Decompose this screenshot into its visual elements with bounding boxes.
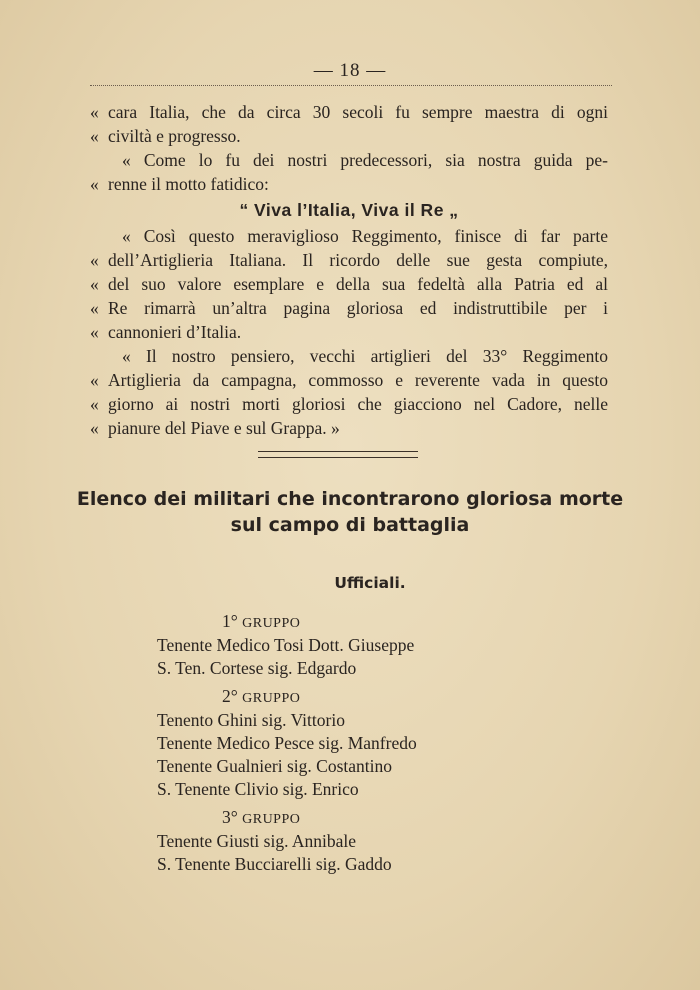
section-title [0, 486, 700, 538]
quote-mark: « [90, 298, 99, 318]
text-line [90, 392, 608, 416]
quote-mark: « [90, 174, 99, 194]
line-text: cara Italia, che da circa 30 secoli fu sempre maestra di ogni [108, 102, 608, 122]
line-text: Re rimarrà un’altra pagina gloriosa ed indistruttibile per i [108, 298, 608, 318]
quote-mark: « [90, 322, 99, 342]
section-title-line-2: sul campo di battaglia [230, 514, 470, 536]
quote-mark: « [90, 126, 99, 146]
roster-entry: Tenente Gualnieri sig. Costantino [157, 756, 392, 776]
category-heading: Ufficiali. [334, 574, 406, 592]
text-line [90, 296, 608, 320]
line-text: del suo valore esemplare e della sua fedeltà alla Patria ed al [108, 274, 608, 294]
group-list [0, 609, 700, 876]
roster-entry: S. Tenente Clivio sig. Enrico [157, 779, 359, 799]
quote-mark: « [90, 370, 99, 390]
text-line [90, 368, 608, 392]
line-text: cannonieri d’Italia. [108, 322, 242, 342]
text-line [90, 344, 608, 368]
line-text: pianure del Piave e sul Grappa. » [108, 418, 340, 438]
quote-mark: « [90, 394, 99, 414]
section-divider [258, 451, 418, 458]
quote-mark: « [90, 418, 99, 438]
line-text: « Come lo fu dei nostri predecessori, sia nostra guida pe- [122, 150, 608, 170]
line-text: civiltà e progresso. [108, 126, 241, 146]
quote-mark: « [90, 274, 99, 294]
text-line [90, 272, 608, 296]
text-line [90, 124, 608, 148]
motto: “ Viva l’Italia, Viva il Re „ [239, 200, 459, 220]
line-text: renne il motto fatidico: [108, 174, 269, 194]
group-heading [0, 609, 700, 634]
roster-entry: Tenento Ghini sig. Vittorio [157, 710, 345, 730]
roster-entry: Tenente Medico Tosi Dott. Giuseppe [157, 635, 415, 655]
roster-entry: Tenente Medico Pesce sig. Manfredo [157, 733, 417, 753]
text-line [90, 416, 608, 440]
group-number: 3° [222, 807, 243, 827]
letter-body [90, 100, 608, 440]
text-line [90, 172, 608, 196]
text-line [90, 248, 608, 272]
text-line [90, 148, 608, 172]
quote-mark: « [90, 102, 99, 122]
group-heading [0, 684, 700, 709]
roster-entry: S. Tenente Bucciarelli sig. Gaddo [157, 854, 392, 874]
roster-entry: Tenente Giusti sig. Annibale [157, 831, 357, 851]
roster-entry: S. Ten. Cortese sig. Edgardo [157, 658, 357, 678]
line-text: Artiglieria da campagna, commosso e reverente vada in questo [108, 370, 608, 390]
line-text: « Il nostro pensiero, vecchi artiglieri del 33° Reggimento [122, 346, 608, 366]
group-number: 1° [222, 611, 243, 631]
paragraph-block-2 [90, 224, 608, 440]
group-heading [0, 805, 700, 830]
section-title-line-1: Elenco dei militari che incontrarono gloriosa morte [76, 488, 624, 510]
text-line [90, 224, 608, 248]
page-number: — 18 — [313, 60, 387, 81]
group-number: 2° [222, 686, 243, 706]
header-dotted-rule [90, 85, 612, 86]
line-text: dell’Artiglieria Italiana. Il ricordo delle sue gesta compiute, [108, 250, 608, 270]
group-label: GRUPPO [242, 691, 301, 706]
group-label: GRUPPO [242, 616, 301, 631]
text-line [90, 100, 608, 124]
quote-mark: « [90, 250, 99, 270]
line-text: « Così questo meraviglioso Reggimento, finisce di far parte [122, 226, 608, 246]
line-text: giorno ai nostri morti gloriosi che giacciono nel Cadore, nelle [108, 394, 608, 414]
text-line [90, 320, 608, 344]
paragraph-block-1 [90, 100, 608, 196]
group-label: GRUPPO [242, 812, 301, 827]
casualty-roster [0, 572, 700, 876]
